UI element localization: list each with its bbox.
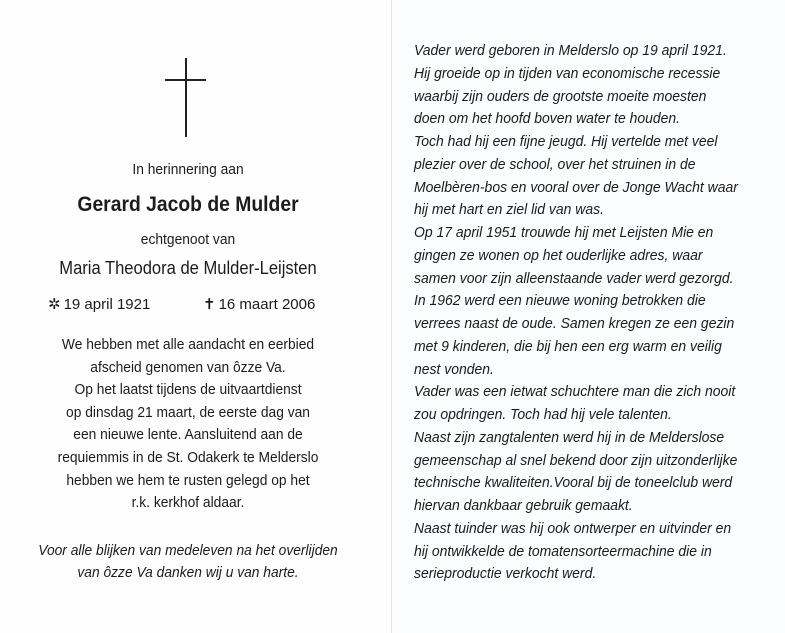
text-line: Moelbèren-bos en vooral over de Jonge Wacht waar [414,178,738,196]
spouse-label: echtgenoot van [140,231,236,248]
birth-date: 19 april 1921 [63,296,151,313]
funeral-text [0,334,376,515]
text-line: Naast zijn zangtalenten werd hij in de Melderslose [414,428,725,446]
text-line: hij ontwikkelde de tomatensorteermachine die in [414,542,712,560]
text-line: hebben we hem te rusten gelegd op het [66,471,310,489]
thanks-text [0,540,376,584]
text-line: We hebben met alle aandacht en eerbied [61,336,315,353]
text-line: r.k. kerkhof aldaar. [131,494,245,512]
text-line: een nieuwe lente. Aansluitend aan de [73,426,303,444]
text-line: waarbij zijn ouders de grootste moeite moesten [414,87,707,105]
deceased-name: Gerard Jacob de Mulder [77,193,299,216]
death-cross-icon: ✝ [203,296,216,313]
text-line: Op het laatst tijdens de uitvaartdienst [74,381,302,399]
text-line: Op 17 april 1951 trouwde hij met Leijsten Mie en [414,224,714,241]
cross-icon [165,58,206,137]
text-line: afscheid genomen van ôzze Va. [90,358,286,376]
text-line: zou opdringen. Toch had hij vele talenten. [414,406,672,423]
life-story [414,40,774,586]
death-date: 16 maart 2006 [218,296,316,313]
text-line: Hij groeide op in tijden van economische recessie [414,64,721,82]
text-line: gemeenschap al snel bekend door zijn uitzonderlijke [414,451,738,469]
spouse-name: Maria Theodora de Mulder-Leijsten [59,258,317,278]
text-line: Vader werd geboren in Melderslo op 19 april 1921. [414,42,727,59]
left-panel [0,0,392,633]
text-line: Toch had hij een fijne jeugd. Hij vertelde met veel [414,133,718,150]
text-line: met 9 kinderen, die bij hen een erg warm en veilig [414,337,722,355]
text-line: Voor alle blijken van medeleven na het overlijden [38,542,338,559]
intro-text: In herinnering aan [132,161,244,178]
death-date-line [203,295,315,313]
text-line: nest vonden. [414,360,494,378]
text-line: hij met hart en ziel lid van was. [414,201,604,219]
text-line: plezier over de school, over het struinen in de [414,155,696,173]
text-line: verrees naast de oude. Samen kregen ze een gezin [414,315,735,332]
text-line: Vader was een ietwat schuchtere man die zich nooit [414,383,736,401]
text-line: requiemmis in de St. Odakerk te Melderslo [57,448,319,466]
birth-date-line [48,295,150,313]
birth-star-icon: ✲ [48,296,61,313]
text-line: serieproductie verkocht werd. [414,565,597,583]
text-line: Naast tuinder was hij ook ontwerper en uitvinder en [414,519,732,537]
text-line: van ôzze Va danken wij u van harte. [77,564,299,581]
text-line: hiervan dankbaar gebruik gemaakt. [414,497,633,514]
text-line: gingen ze wonen op het ouderlijke adres, waar [414,246,703,264]
text-line: samen voor zijn alleenstaande vader werd gezorgd. [414,269,734,287]
text-line: op dinsdag 21 maart, de eerste dag van [66,403,310,421]
text-line: doen om het hoofd boven water te houden. [414,110,681,128]
text-line: technische kwaliteiten.Vooral bij de toneelclub werd [414,474,733,492]
text-line: In 1962 werd een nieuwe woning betrokken die [414,292,706,310]
